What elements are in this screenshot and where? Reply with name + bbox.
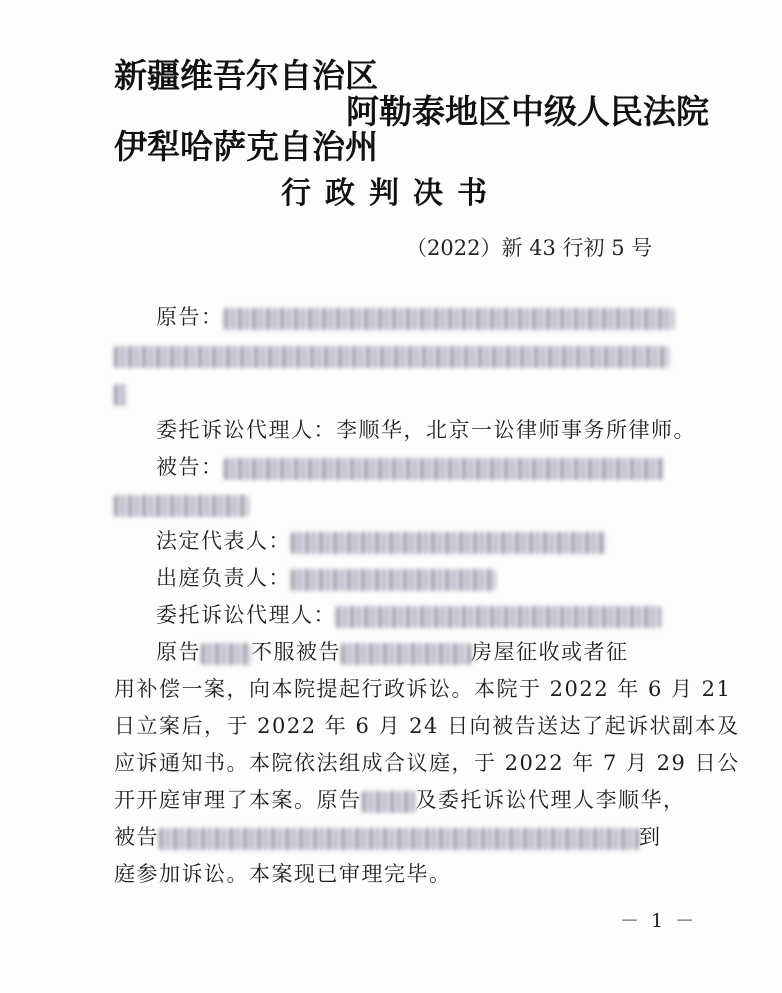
body-line-6 xyxy=(114,822,662,852)
legal-rep-label: 法定代表人： xyxy=(156,529,291,553)
defendant-label: 被告： xyxy=(156,455,224,479)
body-line-1 xyxy=(156,637,629,667)
court-name: 阿勒泰地区中级人民法院 xyxy=(346,92,709,131)
plaintiff-label: 原告： xyxy=(156,305,224,329)
body-text: 及委托诉讼代理人李顺华， xyxy=(415,788,686,812)
redacted-court-responsible xyxy=(291,569,496,591)
redacted-agent-2 xyxy=(336,606,661,628)
court-responsible-label: 出庭负责人： xyxy=(156,566,291,590)
redacted-plaintiff-info-3 xyxy=(114,384,128,406)
case-number: （2022）新 43 行初 5 号 xyxy=(406,236,653,260)
agent-1-value: 李顺华，北京一讼律师事务所律师。 xyxy=(336,418,696,442)
plaintiff-line xyxy=(156,302,674,332)
redacted-attendees xyxy=(159,828,639,850)
court-responsible-line xyxy=(156,563,496,593)
court-region-line-2: 伊犁哈萨克自治州 xyxy=(114,127,378,166)
body-line-4: 应诉通知书。本院依法组成合议庭，于 2022 年 7 月 29 日公 xyxy=(114,751,740,775)
agent-1-label: 委托诉讼代理人： xyxy=(156,418,336,442)
body-text: 不服被告 xyxy=(251,640,341,664)
body-line-2: 用补偿一案，向本院提起行政诉讼。本院于 2022 年 6 月 21 xyxy=(114,677,732,701)
agent-2-label: 委托诉讼代理人： xyxy=(156,603,336,627)
body-text: 到 xyxy=(639,825,662,849)
court-region-line-1: 新疆维吾尔自治区 xyxy=(114,56,378,95)
redacted-name xyxy=(362,791,416,813)
page-number: － 1 － xyxy=(620,910,698,932)
agent-1-line xyxy=(156,415,696,445)
redacted-defendant-info-2 xyxy=(114,495,249,517)
redacted-defendant-info xyxy=(224,458,664,480)
plaintiff-line-cont-2 xyxy=(114,378,128,408)
body-line-7: 庭参加诉讼。本案现已审理完毕。 xyxy=(114,862,452,886)
document-title: 行政判决书 xyxy=(281,176,501,211)
body-line-5 xyxy=(114,785,686,815)
redacted-agency xyxy=(341,643,471,665)
agent-2-line xyxy=(156,600,661,630)
defendant-line xyxy=(156,452,664,482)
defendant-line-cont xyxy=(114,489,249,519)
body-text: 开开庭审理了本案。原告 xyxy=(114,788,362,812)
body-text: 被告 xyxy=(114,825,159,849)
legal-rep-line xyxy=(156,526,606,556)
redacted-name xyxy=(201,643,251,665)
body-line-3: 日立案后，于 2022 年 6 月 24 日向被告送达了起诉状副本及 xyxy=(114,714,740,738)
plaintiff-line-cont xyxy=(114,340,669,370)
redacted-plaintiff-info xyxy=(224,308,674,330)
redacted-legal-rep xyxy=(291,532,606,554)
body-text: 房屋征收或者征 xyxy=(471,640,629,664)
body-text: 原告 xyxy=(156,640,201,664)
redacted-plaintiff-info-2 xyxy=(114,346,669,368)
